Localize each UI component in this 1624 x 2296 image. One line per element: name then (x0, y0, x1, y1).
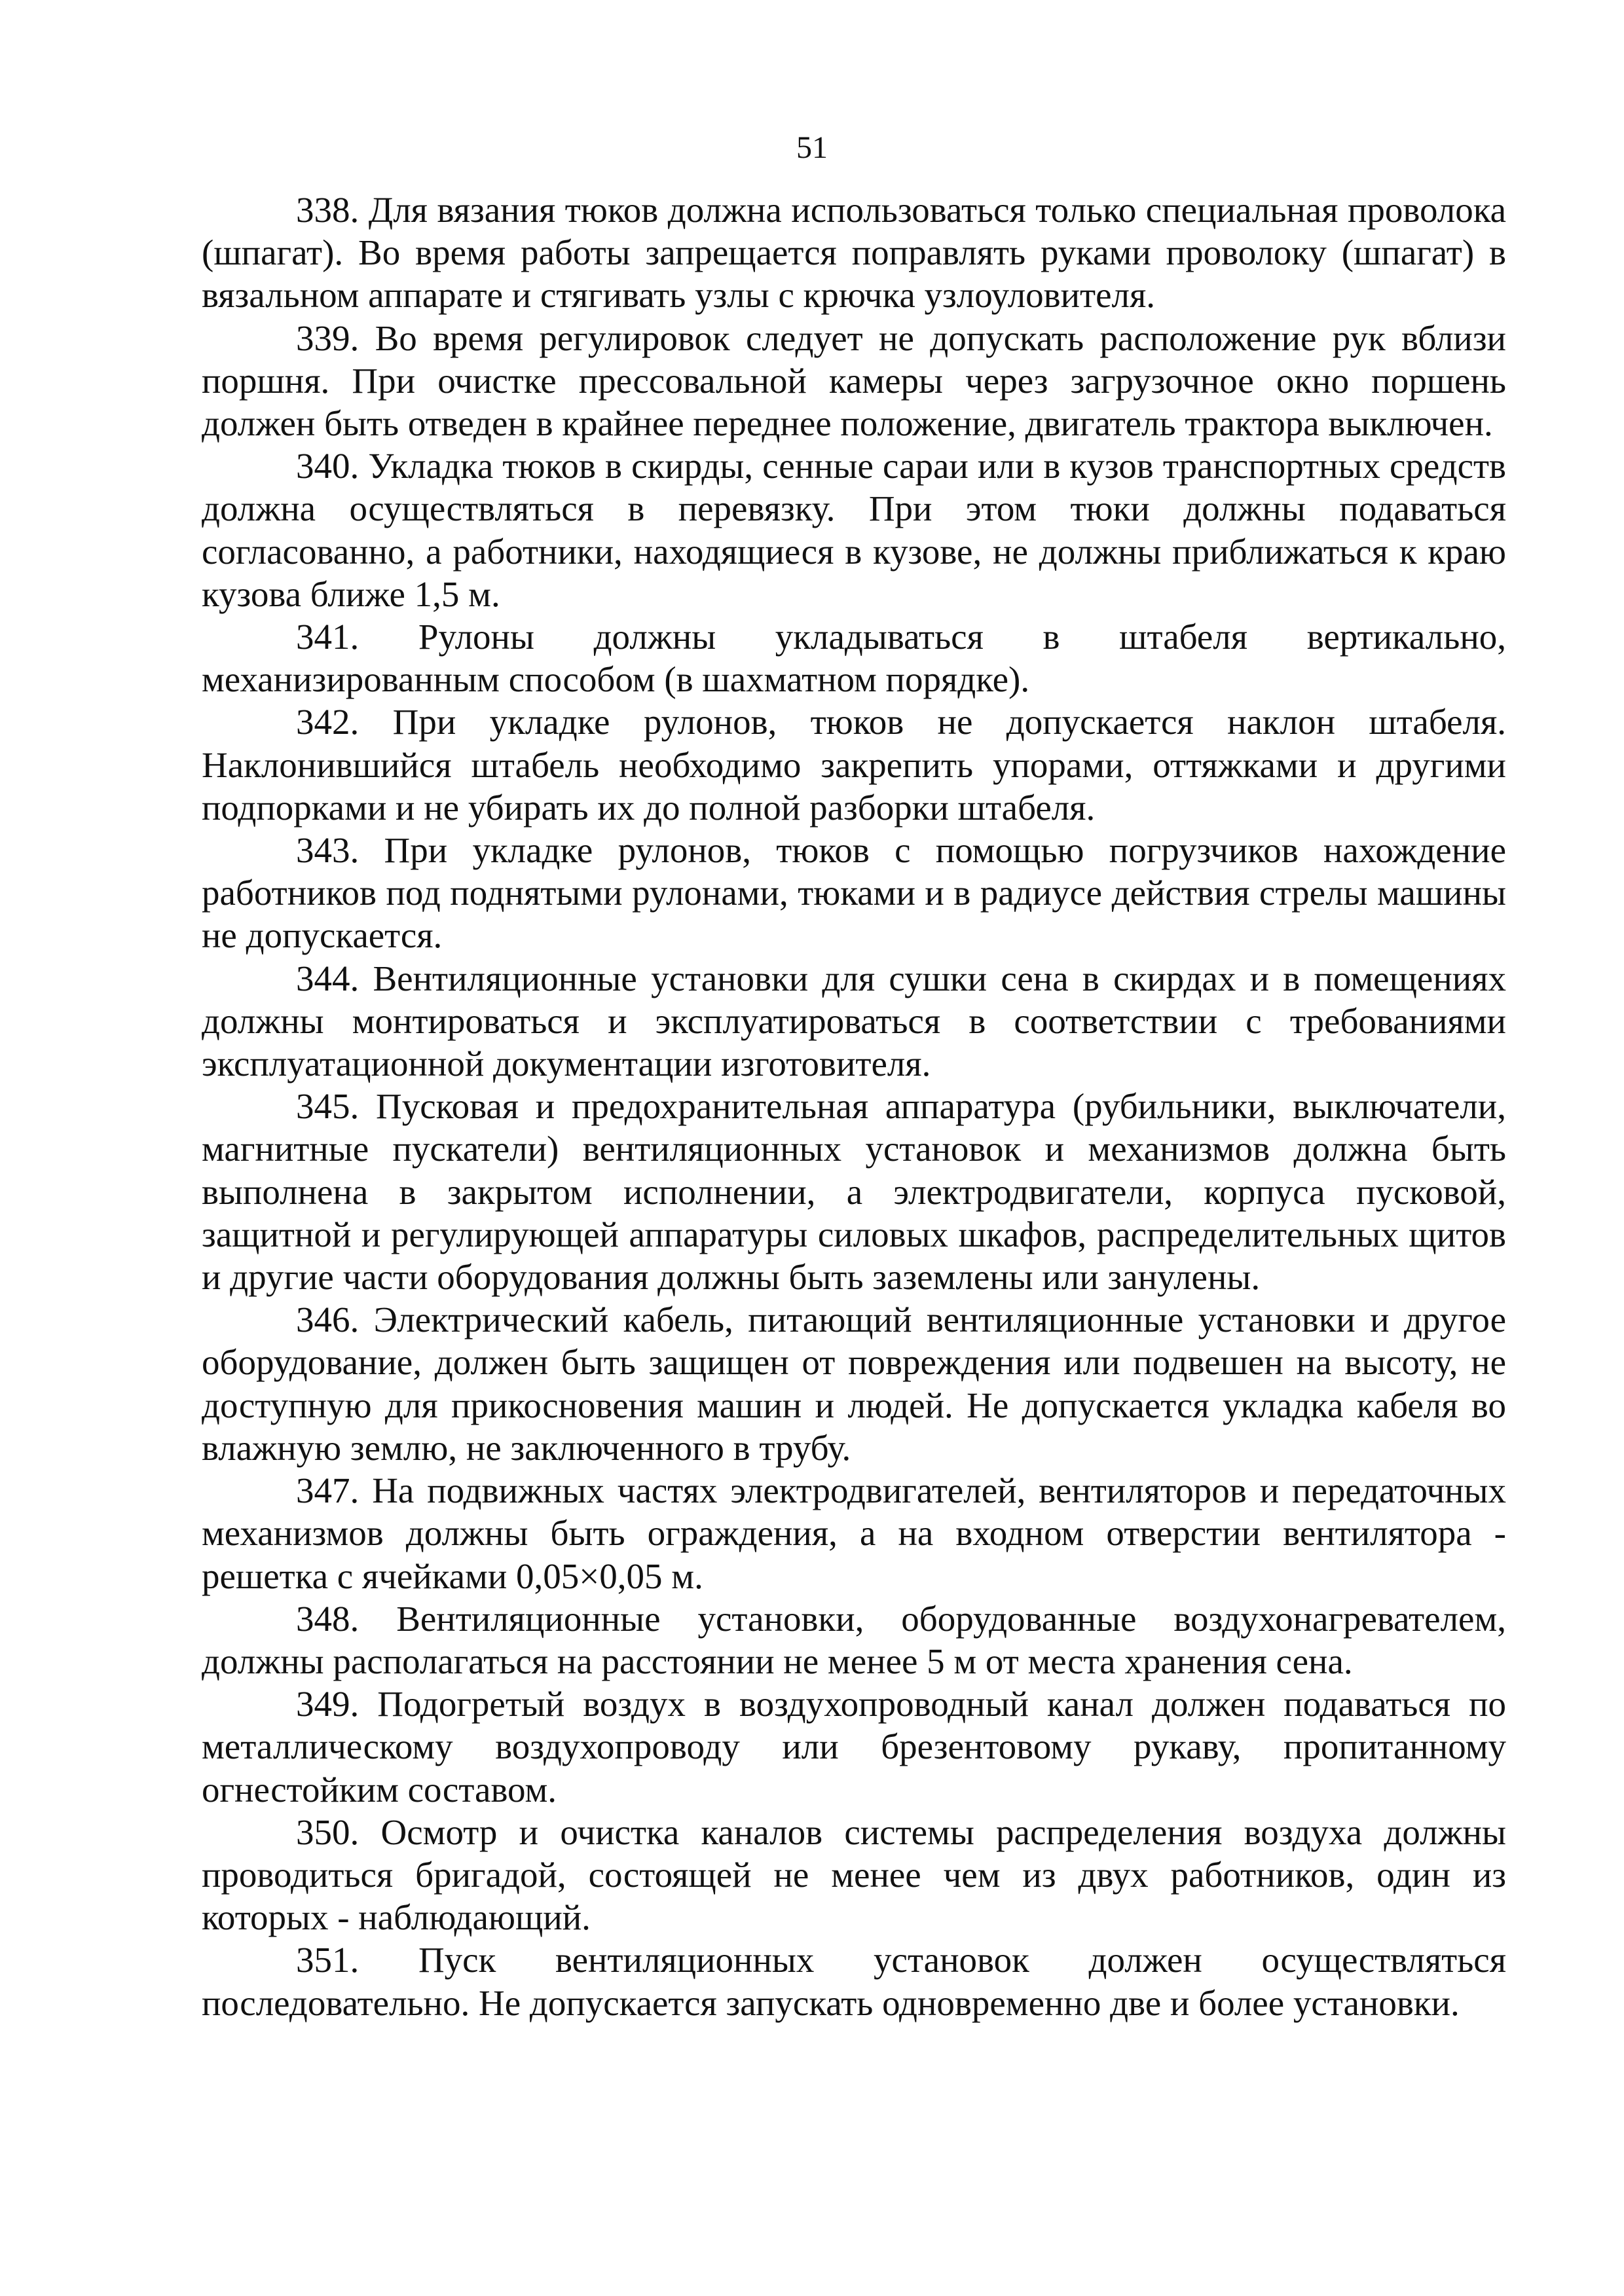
clause-text: Рулоны должны укладываться в штабеля вертикально, механизированным способом (в шахматном порядке). (202, 617, 1506, 700)
clause-number: 342. (296, 702, 360, 742)
clause-text: Во время регулировок следует не допускать расположение рук вблизи поршня. При очистке прессовальной камеры через загрузочное окно поршень должен быть отведен в крайнее переднее положение, двигатель трактора выключен. (202, 318, 1506, 444)
clause-346 (202, 1298, 1506, 1469)
clause-text: Пуск вентиляционных установок должен осуществляться последовательно. Не допускается запускать одновременно две и более установки. (202, 1940, 1506, 2023)
clause-351 (202, 1939, 1506, 2024)
clause-number: 340. (296, 446, 360, 486)
clause-349 (202, 1683, 1506, 1811)
clause-number: 346. (296, 1300, 360, 1340)
clause-number: 348. (296, 1598, 360, 1639)
clause-text: При укладке рулонов, тюков не допускается наклон штабеля. Наклонившийся штабель необходимо закрепить упорами, оттяжками и другими подпорками и не убирать их до полной разборки штабеля. (202, 702, 1507, 828)
clause-348 (202, 1597, 1506, 1683)
clause-340 (202, 445, 1506, 615)
clause-350 (202, 1811, 1506, 1939)
clause-339 (202, 317, 1506, 445)
clause-text: Для вязания тюков должна использоваться только специальная проволока (шпагат). Во время работы запрещается поправлять руками проволоку (шпагат) в вязальном аппарате и стягивать узлы с крючка узлоуловителя. (202, 190, 1506, 316)
page-number: 51 (796, 130, 828, 165)
clause-343 (202, 829, 1506, 957)
clause-text: На подвижных частях электродвигателей, вентиляторов и передаточных механизмов должны быть ограждения, а на входном отверстии вентилятора - решетка с ячейками 0,05×0,05 м. (202, 1470, 1507, 1596)
clause-text: Укладка тюков в скирды, сенные сараи или в кузов транспортных средств должна осуществляться в перевязку. При этом тюки должны подаваться согласованно, а работники, находящиеся в кузове, не должны приближаться к краю кузова ближе 1,5 м. (202, 446, 1506, 614)
clause-text: Пусковая и предохранительная аппаратура (рубильники, выключатели, магнитные пускатели) вентиляционных установок и механизмов должна быть выполнена в закрытом исполнении, а электродвигатели, корпуса пусковой, защитной и регулирующей аппаратуры силовых шкафов, распределительных щитов и другие части оборудования должны быть заземлены или занулены. (202, 1086, 1506, 1298)
clause-344 (202, 957, 1506, 1085)
clause-text: Вентиляционные установки, оборудованные воздухонагревателем, должны располагаться на расстоянии не менее 5 м от места хранения сена. (202, 1598, 1507, 1681)
clause-number: 341. (296, 617, 360, 657)
clause-text: Подогретый воздух в воздухопроводный канал должен подаваться по металлическому воздухопроводу или брезентовому рукаву, пропитанному огнестойким составом. (202, 1684, 1506, 1810)
clause-341 (202, 615, 1506, 701)
clause-number: 343. (296, 830, 360, 871)
clause-338 (202, 189, 1506, 317)
clause-text: Осмотр и очистка каналов системы распределения воздуха должны проводиться бригадой, состоящей не менее чем из двух работников, один из которых - наблюдающий. (202, 1812, 1507, 1938)
clause-number: 339. (296, 318, 360, 358)
clause-number: 350. (296, 1812, 360, 1852)
clause-text: При укладке рулонов, тюков с помощью погрузчиков нахождение работников под поднятыми рулонами, тюками и в радиусе действия стрелы машины не допускается. (202, 830, 1506, 956)
clause-number: 351. (296, 1940, 360, 1980)
clause-text: Электрический кабель, питающий вентиляционные установки и другое оборудование, должен быть защищен от повреждения или подвешен на высоту, не доступную для прикосновения машин и людей. Не допускается укладка кабеля во влажную землю, не заключенного в трубу. (202, 1300, 1506, 1468)
document-body (202, 189, 1506, 2024)
clause-number: 347. (296, 1470, 360, 1511)
clause-number: 344. (296, 958, 360, 998)
clause-number: 345. (296, 1086, 360, 1127)
clause-number: 349. (296, 1684, 360, 1724)
clause-347 (202, 1469, 1506, 1597)
clause-345 (202, 1085, 1506, 1298)
clause-text: Вентиляционные установки для сушки сена в скирдах и в помещениях должны монтироваться и эксплуатироваться в соответствии с требованиями эксплуатационной документации изготовителя. (202, 958, 1506, 1084)
clause-342 (202, 701, 1506, 829)
clause-number: 338. (296, 190, 360, 230)
